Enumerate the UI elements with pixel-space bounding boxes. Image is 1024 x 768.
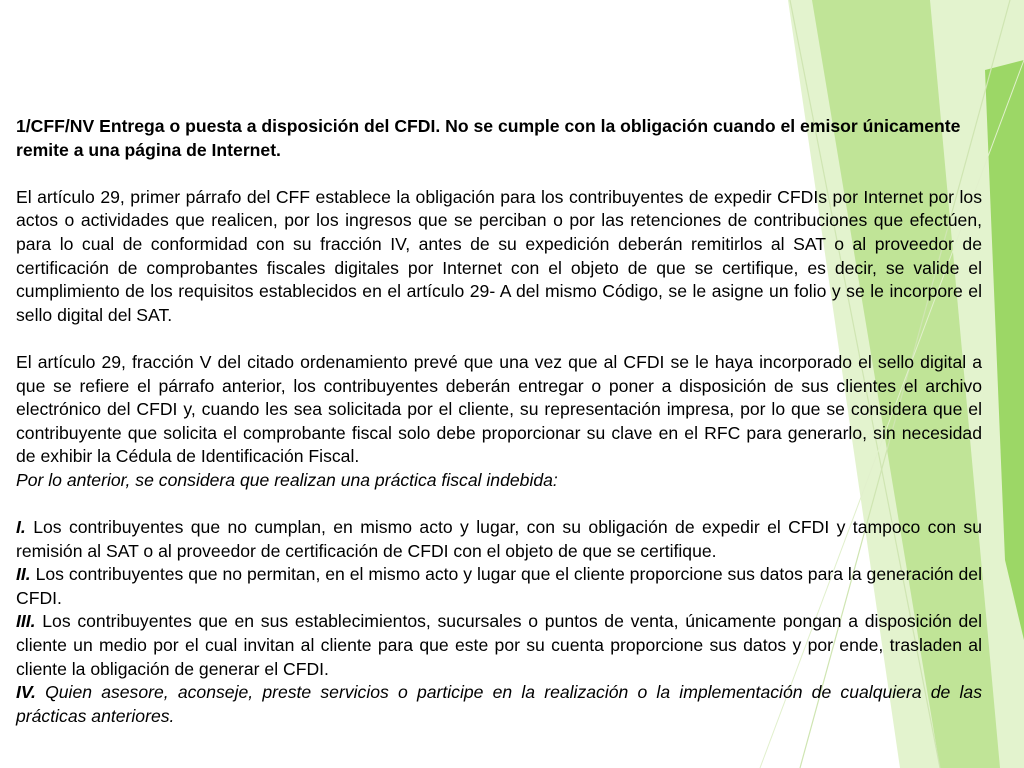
item-text: Los contribuyentes que en sus establecimientos, sucursales o puntos de venta, únicamente pongan a disposición del cliente un medio por el cual invitan al cliente para que este por su cuenta proporcione sus datos y por ende, trasladen al cliente la obligación de generar el CFDI. <box>16 611 982 679</box>
spacer <box>16 493 982 517</box>
practices-intro: Por lo anterior, se considera que realizan una práctica fiscal indebida: <box>16 469 558 490</box>
item-text: Quien asesore, aconseje, preste servicios o participe en la realización o la implementación de cualquiera de las prácticas anteriores. <box>16 682 982 726</box>
spacer <box>16 327 982 351</box>
practice-item-iv <box>16 681 982 728</box>
item-text: Los contribuyentes que no cumplan, en mismo acto y lugar, con su obligación de expedir el CFDI y tampoco con su remisión al SAT o al proveedor de certificación de CFDI con el objeto de que se certifique. <box>16 517 983 561</box>
practice-item-ii <box>16 563 982 610</box>
paragraph-article-29: El artículo 29, primer párrafo del CFF establece la obligación para los contribuyentes de expedir CFDIs por Internet por los actos o actividades que realicen, por los ingresos que se perciban o por las retenciones de contribuciones que efectúen, para lo cual de conformidad con su fracción IV, antes de su expedición deberán remitirlos al SAT o al proveedor de certificación de comprobantes fiscales digitales por Internet con el objeto de que se certifique, es decir, se valide el cumplimiento de los requisitos establecidos en el artículo 29- A del mismo Código, se le asigne un folio y se le incorpore el sello digital del SAT. <box>16 186 982 325</box>
item-number: II. <box>16 564 31 585</box>
slide-body <box>16 115 982 728</box>
paragraph-fraccion-v: El artículo 29, fracción V del citado ordenamiento prevé que una vez que al CFDI se le haya incorporado el sello digital a que se refiere el párrafo anterior, los contribuyentes deberán entregar o poner a disposición de sus clientes el archivo electrónico del CFDI y, cuando les sea solicitada por el cliente, su representación impresa, por lo que se considera que el contribuyente que solicita el comprobante fiscal solo debe proporcionar su clave en el RFC para generarlo, sin necesidad de exhibir la Cédula de Identificación Fiscal. <box>16 351 982 467</box>
slide-title: 1/CFF/NV Entrega o puesta a disposición del CFDI. No se cumple con la obligación cuando el emisor únicamente remite a una página de Internet. <box>16 116 961 160</box>
item-number: I. <box>16 517 26 538</box>
item-number: III. <box>16 611 36 632</box>
practice-item-iii <box>16 610 982 681</box>
item-text: Los contribuyentes que no permitan, en el mismo acto y lugar que el cliente proporcione sus datos para la generación del CFDI. <box>16 564 982 608</box>
spacer <box>16 162 982 186</box>
practice-item-i <box>16 516 982 563</box>
item-number: IV. <box>16 682 36 703</box>
